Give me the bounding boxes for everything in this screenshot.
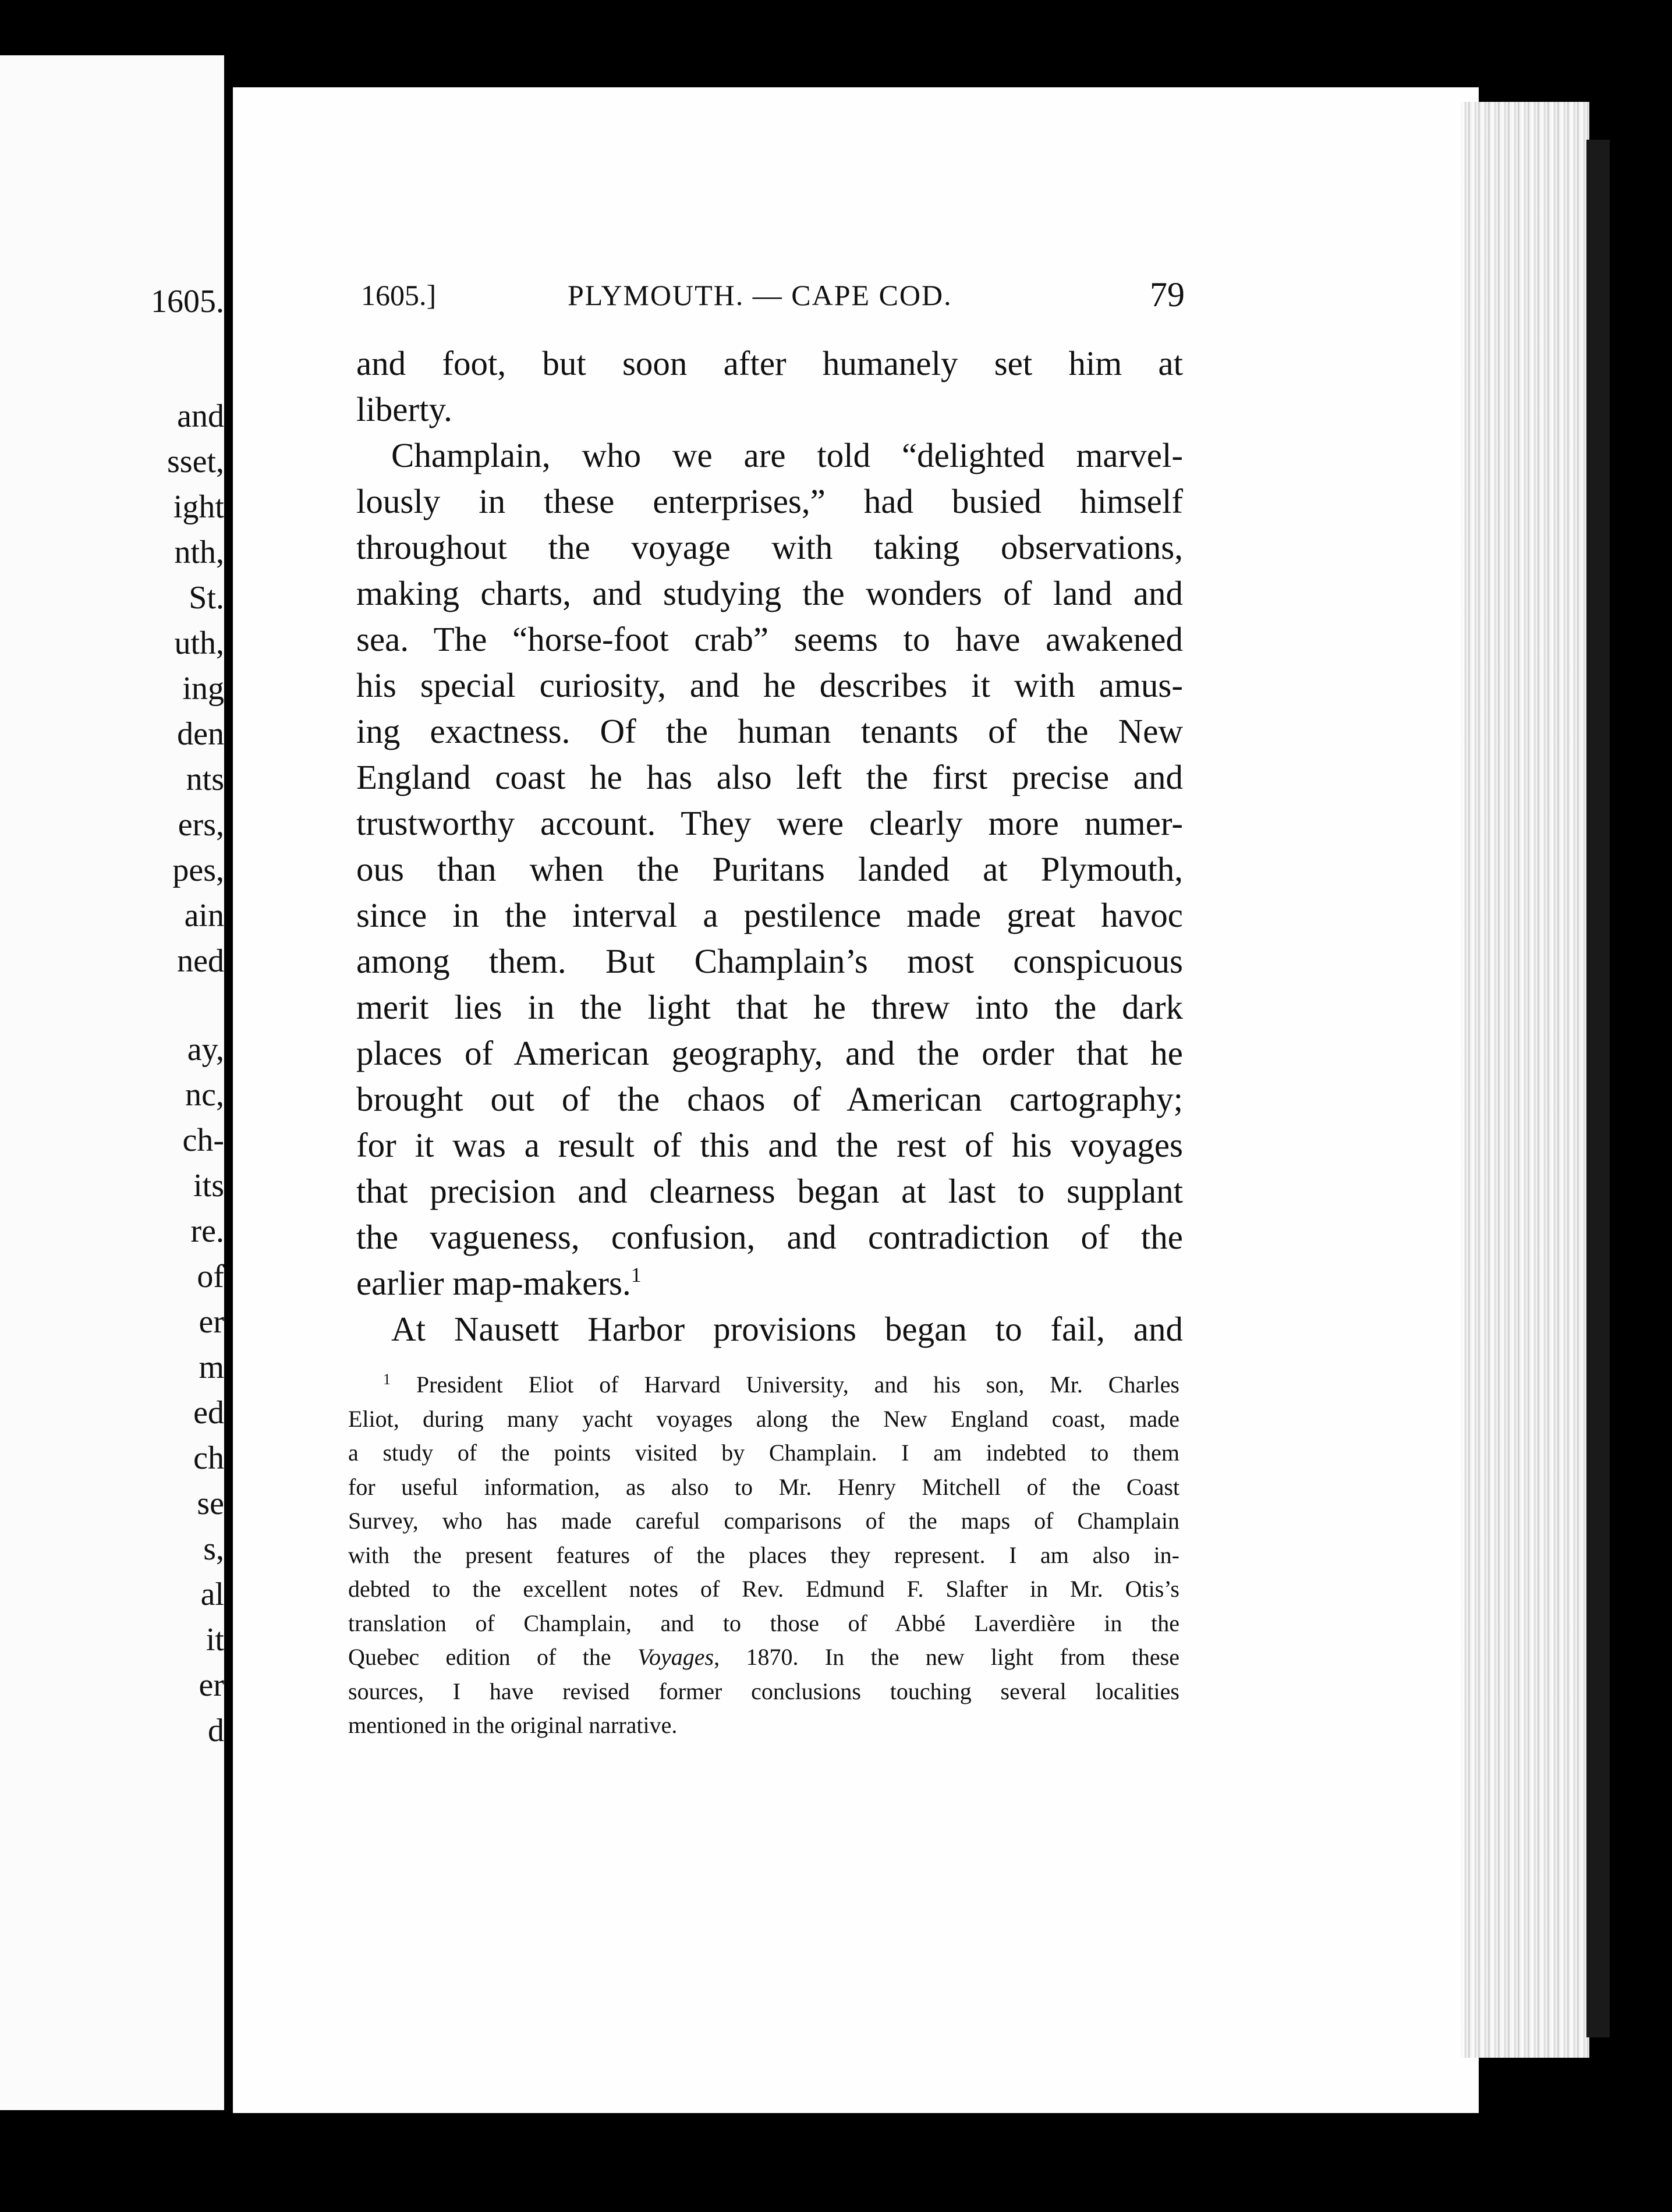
left-page-fragment: m: [199, 1349, 224, 1385]
body-line: Champlain, who we are told “delighted marvel-: [391, 436, 1183, 474]
body-line: ing exactness. Of the human tenants of the New: [356, 712, 1183, 750]
footnote-line: Survey, who has made careful comparisons of the maps of Champlain: [348, 1508, 1179, 1534]
body-line: sea. The “horse-foot crab” seems to have awakened: [356, 620, 1183, 658]
left-page-fragment: d: [208, 1713, 224, 1749]
footnote-line: with the present features of the places they represent. I am also in-: [348, 1541, 1179, 1568]
left-page-fragment: it: [206, 1622, 224, 1658]
left-page-fragment: ight: [173, 489, 224, 525]
left-page-fragment: 1605.: [151, 283, 224, 320]
running-head-year: 1605.]: [361, 279, 437, 311]
body-line: his special curiosity, and he describes it with amus-: [356, 666, 1183, 704]
footnote-line: for useful information, as also to Mr. Henry Mitchell of the Coast: [348, 1473, 1179, 1500]
left-page-fragment: uth,: [174, 625, 224, 661]
left-page-fragment: of: [197, 1259, 224, 1295]
left-page-fragment: nc,: [185, 1077, 224, 1113]
book-fore-edge: [1461, 102, 1589, 2058]
left-page-fragment: s,: [203, 1531, 224, 1567]
body-line: brought out of the chaos of American cartography;: [356, 1080, 1183, 1118]
body-line: liberty.: [356, 390, 452, 428]
left-page-fragment: sset,: [167, 444, 224, 480]
footnote-text: , 1870. In the new light from these: [714, 1644, 1179, 1670]
left-page-fragment: ain: [184, 898, 224, 934]
footnote: [348, 1368, 1179, 1743]
left-page-fragment: its: [193, 1168, 224, 1204]
body-line: trustworthy account. They were clearly more numer-: [356, 804, 1183, 842]
left-page-fragment: er: [199, 1667, 224, 1703]
body-line: lously in these enterprises,” had busied himself: [356, 482, 1183, 520]
footnote-reference[interactable]: 1: [630, 1263, 642, 1286]
page-number: 79: [1150, 275, 1185, 314]
body-text: [356, 341, 1183, 1352]
body-line: since in the interval a pestilence made great havoc: [356, 896, 1183, 934]
footnote-line: mentioned in the original narrative.: [348, 1712, 678, 1738]
left-page-fragment: den: [177, 716, 224, 752]
footnote-line: a study of the points visited by Champlain. I am indebted to them: [348, 1440, 1179, 1466]
footnote-text: Quebec edition of the: [348, 1644, 611, 1670]
left-page-fragment: ing: [182, 671, 224, 707]
left-page-fragment: pes,: [172, 852, 224, 888]
left-facing-page: [0, 55, 224, 2110]
body-line: making charts, and studying the wonders of land and: [356, 574, 1183, 612]
body-line: At Nausett Harbor provisions began to fail, and: [391, 1310, 1183, 1348]
left-page-fragment: nts: [186, 761, 224, 797]
body-line: ous than when the Puritans landed at Plymouth,: [356, 850, 1183, 888]
left-page-fragment: St.: [189, 580, 224, 616]
body-line: the vagueness, confusion, and contradiction of the: [356, 1218, 1183, 1256]
left-page-fragment: re.: [190, 1213, 224, 1249]
footnote-line: translation of Champlain, and to those of Abbé Laverdière in the: [348, 1610, 1179, 1636]
body-line: England coast he has also left the first precise and: [356, 758, 1183, 796]
footnote-marker: 1: [383, 1371, 391, 1388]
left-page-fragment: se: [197, 1486, 224, 1522]
body-line: and foot, but soon after humanely set him at: [356, 344, 1183, 382]
footnote-italic-title: Voyages: [637, 1644, 714, 1670]
body-line: for it was a result of this and the rest of his voyages: [356, 1126, 1183, 1164]
body-line: among them. But Champlain’s most conspicuous: [356, 942, 1183, 980]
left-page-fragment: nth,: [174, 534, 224, 570]
book-edge-shadow: [1586, 140, 1610, 2037]
left-page-fragment: and: [177, 398, 224, 434]
left-page-fragment: ay,: [187, 1031, 224, 1068]
footnote-line: debted to the excellent notes of Rev. Edmund F. Slafter in Mr. Otis’s: [348, 1576, 1179, 1602]
body-line: that precision and clearness began at last to supplant: [356, 1172, 1183, 1210]
running-head: [361, 275, 1185, 319]
footnote-line: sources, I have revised former conclusions touching several localities: [348, 1678, 1179, 1704]
body-line: throughout the voyage with taking observations,: [356, 528, 1183, 566]
footnote-line: [348, 1640, 1179, 1675]
body-line: places of American geography, and the order that he: [356, 1034, 1183, 1072]
footnote-line: Eliot, during many yacht voyages along the New England coast, made: [348, 1405, 1179, 1432]
body-line: [356, 1260, 1183, 1306]
running-head-title: PLYMOUTH. — CAPE COD.: [568, 279, 952, 311]
body-line: merit lies in the light that he threw into the dark: [356, 988, 1183, 1026]
left-page-fragment: er: [199, 1304, 224, 1340]
footnote-text: President Eliot of Harvard University, and his son, Mr. Charles: [416, 1371, 1179, 1398]
left-page-fragment: ch-: [182, 1122, 224, 1158]
left-page-fragment: ed: [193, 1395, 224, 1431]
left-page-fragment: ned: [177, 943, 224, 979]
left-page-fragment: al: [200, 1576, 224, 1612]
body-line-text: earlier map-makers.: [356, 1264, 631, 1302]
left-page-fragment: ers,: [178, 807, 224, 843]
footnote-line: [348, 1368, 1179, 1402]
left-page-fragment: ch: [193, 1440, 224, 1476]
